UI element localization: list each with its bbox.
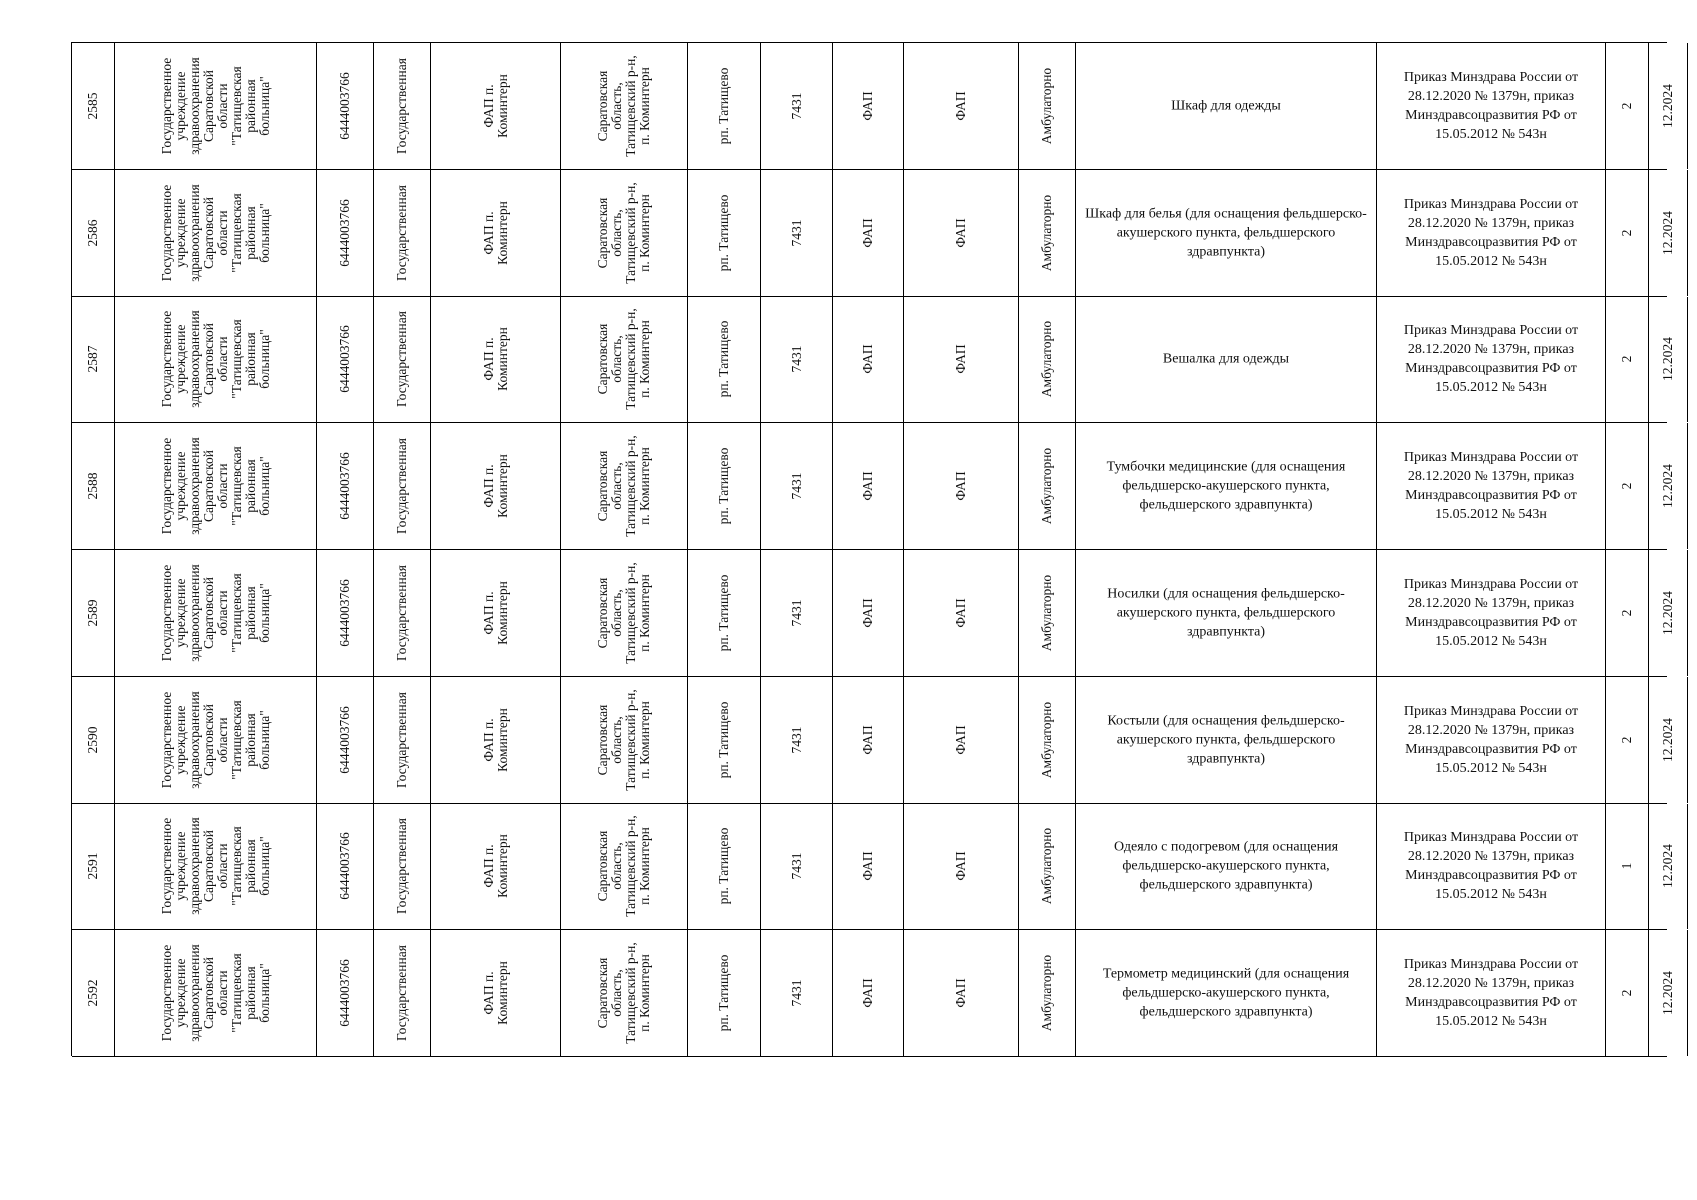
cell-locality [688, 930, 761, 1056]
cell-qty [1606, 43, 1649, 169]
cell-type2 [904, 170, 1019, 296]
cell-order [1377, 43, 1606, 169]
cell-inn [317, 804, 374, 930]
locality-text: рп. Татищево [716, 701, 731, 779]
ownership-text: Государственная [394, 311, 409, 408]
unit-text: ФАП п. Коминтерн [480, 961, 510, 1025]
cell-code [761, 804, 833, 930]
order-text: Приказ Минздрава России от 28.12.2020 № 1379н, приказ Минздравсоцразвития РФ от 15.05.2012 № 543н [1403, 703, 1579, 776]
cell-address [561, 423, 688, 549]
cell-num [72, 170, 115, 296]
cell-address [561, 170, 688, 296]
equipment-text: Вешалка для одежды [1162, 351, 1290, 367]
inn-text: 6444003766 [337, 198, 352, 267]
code-text: 7431 [788, 345, 804, 373]
cell-unit [431, 297, 561, 423]
type2-text: ФАП [953, 598, 968, 628]
care-text: Амбулаторно [1039, 701, 1054, 778]
care-text: Амбулаторно [1039, 954, 1054, 1032]
unit-text: ФАП п. Коминтерн [480, 707, 510, 772]
cell-org [115, 423, 317, 549]
care-text: Амбулаторно [1039, 321, 1054, 398]
ownership-text: Государственная [394, 57, 409, 154]
code-text: 7431 [788, 92, 804, 120]
cell-order [1377, 297, 1606, 423]
org-text: Государственное учреждение здравоохранения Саратовской области "Татищевская районная больница" [158, 437, 272, 535]
cell-inn [317, 423, 374, 549]
org-text: Государственное учреждение здравоохранения Саратовской области "Татищевская районная больница" [158, 817, 272, 916]
table-row [72, 43, 1675, 170]
code-text: 7431 [788, 726, 804, 754]
cell-type1 [833, 170, 904, 296]
locality-text: рп. Татищево [716, 827, 731, 905]
order-text: Приказ Минздрава России от 28.12.2020 № 1379н, приказ Минздравсоцразвития РФ от 15.05.2012 № 543н [1403, 196, 1579, 269]
order-text: Приказ Минздрава России от 28.12.2020 № 1379н, приказ Минздравсоцразвития РФ от 15.05.2012 № 543н [1403, 957, 1579, 1030]
qty-text: 2 [1619, 482, 1634, 490]
cell-qty [1606, 930, 1649, 1056]
table-row [72, 297, 1675, 424]
care-text: Амбулаторно [1039, 194, 1054, 271]
locality-text: рп. Татищево [716, 447, 731, 525]
cell-type2 [904, 804, 1019, 930]
cell-num [72, 43, 115, 169]
equipment-text: Шкаф для белья (для оснащения фельдшерско-акушерского пункта, фельдшерского здравпункта) [1085, 206, 1367, 260]
inn-text: 6444003766 [337, 959, 352, 1027]
cell-qty [1606, 677, 1649, 803]
date-text: 12.2024 [1660, 210, 1675, 255]
cell-type2 [904, 677, 1019, 803]
cell-locality [688, 297, 761, 423]
qty-text: 2 [1619, 229, 1634, 236]
address-text: Саратовская область, Татищевский р-н, п. Коминтерн [595, 688, 652, 791]
cell-ownership [374, 677, 431, 803]
cell-inn [317, 550, 374, 676]
code-text: 7431 [788, 599, 804, 627]
cell-equipment [1076, 297, 1377, 423]
cell-type1 [833, 43, 904, 169]
cell-qty [1606, 550, 1649, 676]
cell-type2 [904, 550, 1019, 676]
inn-text: 6444003766 [337, 705, 352, 774]
cell-care [1019, 43, 1076, 169]
cell-date [1649, 804, 1688, 930]
cell-order [1377, 677, 1606, 803]
org-text: Государственное учреждение здравоохранения Саратовской области "Татищевская районная больница" [158, 57, 272, 155]
type1-text: ФАП [860, 851, 875, 882]
cell-care [1019, 804, 1076, 930]
cell-date [1649, 550, 1688, 676]
date-text: 12.2024 [1660, 717, 1675, 762]
code-text: 7431 [788, 219, 804, 247]
cell-address [561, 43, 688, 169]
cell-ownership [374, 43, 431, 169]
date-text: 12.2024 [1660, 337, 1675, 382]
cell-org [115, 677, 317, 803]
num-text: 2592 [85, 979, 100, 1007]
cell-org [115, 43, 317, 169]
cell-num [72, 930, 115, 1056]
unit-text: ФАП п. Коминтерн [480, 200, 510, 265]
address-text: Саратовская область, Татищевский р-н, п. Коминтерн [595, 942, 652, 1044]
cell-order [1377, 804, 1606, 930]
cell-locality [688, 804, 761, 930]
cell-code [761, 170, 833, 296]
equipment-table [71, 42, 1675, 1056]
cell-qty [1606, 423, 1649, 549]
cell-date [1649, 170, 1688, 296]
cell-care [1019, 423, 1076, 549]
org-text: Государственное учреждение здравоохранения Саратовской области "Татищевская районная больница" [158, 310, 272, 409]
care-text: Амбулаторно [1039, 67, 1054, 145]
table-row [72, 677, 1675, 804]
cell-unit [431, 43, 561, 169]
inn-text: 6444003766 [337, 72, 352, 140]
cell-num [72, 804, 115, 930]
qty-text: 2 [1619, 989, 1634, 997]
org-text: Государственное учреждение здравоохранения Саратовской области "Татищевская районная больница" [158, 944, 272, 1042]
cell-ownership [374, 170, 431, 296]
cell-unit [431, 423, 561, 549]
cell-qty [1606, 297, 1649, 423]
care-text: Амбулаторно [1039, 828, 1054, 905]
equipment-text: Тумбочки медицинские (для оснащения фельдшерско-акушерского пункта, фельдшерского здравпункта) [1106, 459, 1346, 513]
type2-text: ФАП [953, 471, 968, 501]
cell-ownership [374, 297, 431, 423]
cell-equipment [1076, 930, 1377, 1056]
cell-date [1649, 930, 1688, 1056]
num-text: 2590 [85, 726, 100, 754]
type1-text: ФАП [860, 217, 875, 248]
table-row [72, 550, 1675, 677]
cell-code [761, 550, 833, 676]
cell-inn [317, 43, 374, 169]
unit-text: ФАП п. Коминтерн [480, 834, 510, 899]
cell-type1 [833, 423, 904, 549]
cell-type1 [833, 930, 904, 1056]
address-text: Саратовская область, Татищевский р-н, п. Коминтерн [595, 181, 652, 284]
cell-date [1649, 43, 1688, 169]
type1-text: ФАП [860, 471, 875, 501]
cell-locality [688, 423, 761, 549]
inn-text: 6444003766 [337, 832, 352, 901]
type2-text: ФАП [953, 978, 968, 1008]
order-text: Приказ Минздрава России от 28.12.2020 № 1379н, приказ Минздравсоцразвития РФ от 15.05.2012 № 543н [1403, 830, 1579, 903]
cell-equipment [1076, 170, 1377, 296]
cell-date [1649, 423, 1688, 549]
cell-care [1019, 297, 1076, 423]
cell-inn [317, 930, 374, 1056]
equipment-text: Одеяло с подогревом (для оснащения фельдшерско-акушерского пункта, фельдшерского здравпункта) [1113, 839, 1339, 893]
locality-text: рп. Татищево [716, 574, 731, 652]
cell-org [115, 550, 317, 676]
cell-type1 [833, 550, 904, 676]
cell-equipment [1076, 804, 1377, 930]
cell-address [561, 550, 688, 676]
cell-num [72, 423, 115, 549]
cell-unit [431, 170, 561, 296]
num-text: 2591 [85, 852, 100, 880]
cell-org [115, 930, 317, 1056]
date-text: 12.2024 [1660, 83, 1675, 128]
cell-ownership [374, 804, 431, 930]
cell-date [1649, 297, 1688, 423]
date-text: 12.2024 [1660, 464, 1675, 509]
qty-text: 2 [1619, 736, 1634, 743]
cell-ownership [374, 550, 431, 676]
cell-org [115, 170, 317, 296]
cell-inn [317, 170, 374, 296]
code-text: 7431 [788, 852, 804, 880]
ownership-text: Государственная [394, 691, 409, 788]
cell-type2 [904, 43, 1019, 169]
equipment-text: Термометр медицинский (для оснащения фельдшерско-акушерского пункта, фельдшерского здравпункта) [1102, 966, 1350, 1020]
cell-type2 [904, 297, 1019, 423]
cell-code [761, 677, 833, 803]
cell-order [1377, 170, 1606, 296]
care-text: Амбулаторно [1039, 574, 1054, 652]
qty-text: 1 [1619, 863, 1634, 870]
qty-text: 2 [1619, 609, 1634, 617]
cell-order [1377, 423, 1606, 549]
ownership-text: Государственная [394, 945, 409, 1042]
table-row [72, 930, 1675, 1057]
cell-inn [317, 677, 374, 803]
ownership-text: Государственная [394, 564, 409, 661]
unit-text: ФАП п. Коминтерн [480, 454, 510, 518]
type1-text: ФАП [860, 91, 875, 121]
org-text: Государственное учреждение здравоохранения Саратовской области "Татищевская районная больница" [158, 564, 272, 662]
unit-text: ФАП п. Коминтерн [480, 581, 510, 645]
locality-text: рп. Татищево [716, 194, 731, 272]
inn-text: 6444003766 [337, 579, 352, 647]
cell-order [1377, 930, 1606, 1056]
cell-care [1019, 550, 1076, 676]
equipment-text: Шкаф для одежды [1171, 98, 1281, 114]
cell-locality [688, 677, 761, 803]
date-text: 12.2024 [1660, 590, 1675, 635]
cell-org [115, 804, 317, 930]
address-text: Саратовская область, Татищевский р-н, п. Коминтерн [595, 435, 652, 537]
order-text: Приказ Минздрава России от 28.12.2020 № 1379н, приказ Минздравсоцразвития РФ от 15.05.2012 № 543н [1403, 69, 1579, 142]
cell-code [761, 930, 833, 1056]
cell-org [115, 297, 317, 423]
address-text: Саратовская область, Татищевский р-н, п. Коминтерн [595, 562, 652, 664]
type2-text: ФАП [953, 724, 968, 755]
org-text: Государственное учреждение здравоохранения Саратовской области "Татищевская районная больница" [158, 183, 272, 282]
address-text: Саратовская область, Татищевский р-н, п. Коминтерн [595, 55, 652, 157]
ownership-text: Государственная [394, 818, 409, 915]
table-row [72, 170, 1675, 297]
num-text: 2585 [85, 92, 100, 120]
table-row [72, 804, 1675, 931]
qty-text: 2 [1619, 356, 1634, 363]
address-text: Саратовская область, Татищевский р-н, п. Коминтерн [595, 308, 652, 411]
equipment-text: Носилки (для оснащения фельдшерско-акушерского пункта, фельдшерского здравпункта) [1107, 586, 1345, 640]
cell-care [1019, 170, 1076, 296]
cell-type2 [904, 930, 1019, 1056]
cell-type1 [833, 297, 904, 423]
cell-locality [688, 550, 761, 676]
locality-text: рп. Татищево [716, 954, 731, 1032]
cell-equipment [1076, 550, 1377, 676]
care-text: Амбулаторно [1039, 447, 1054, 525]
cell-code [761, 297, 833, 423]
cell-date [1649, 677, 1688, 803]
cell-ownership [374, 930, 431, 1056]
cell-address [561, 930, 688, 1056]
equipment-text: Костыли (для оснащения фельдшерско-акушерского пункта, фельдшерского здравпункта) [1107, 713, 1345, 767]
ownership-text: Государственная [394, 438, 409, 535]
cell-locality [688, 170, 761, 296]
cell-num [72, 677, 115, 803]
date-text: 12.2024 [1660, 844, 1675, 889]
type2-text: ФАП [953, 91, 968, 121]
locality-text: рп. Татищево [716, 67, 731, 145]
cell-unit [431, 804, 561, 930]
cell-address [561, 677, 688, 803]
cell-qty [1606, 804, 1649, 930]
type1-text: ФАП [860, 598, 875, 628]
cell-type1 [833, 677, 904, 803]
cell-inn [317, 297, 374, 423]
date-text: 12.2024 [1660, 971, 1675, 1016]
num-text: 2586 [85, 219, 100, 247]
type2-text: ФАП [953, 344, 968, 375]
cell-qty [1606, 170, 1649, 296]
order-text: Приказ Минздрава России от 28.12.2020 № 1379н, приказ Минздравсоцразвития РФ от 15.05.2012 № 543н [1403, 323, 1579, 396]
unit-text: ФАП п. Коминтерн [480, 327, 510, 392]
type2-text: ФАП [953, 217, 968, 248]
cell-address [561, 297, 688, 423]
cell-type2 [904, 423, 1019, 549]
type1-text: ФАП [860, 344, 875, 375]
type1-text: ФАП [860, 978, 875, 1008]
cell-equipment [1076, 423, 1377, 549]
code-text: 7431 [788, 979, 804, 1007]
unit-text: ФАП п. Коминтерн [480, 74, 510, 138]
cell-code [761, 43, 833, 169]
order-text: Приказ Минздрава России от 28.12.2020 № 1379н, приказ Минздравсоцразвития РФ от 15.05.2012 № 543н [1403, 450, 1579, 523]
cell-num [72, 550, 115, 676]
cell-type1 [833, 804, 904, 930]
inn-text: 6444003766 [337, 452, 352, 520]
order-text: Приказ Минздрава России от 28.12.2020 № 1379н, приказ Минздравсоцразвития РФ от 15.05.2012 № 543н [1403, 576, 1579, 649]
num-text: 2588 [85, 472, 100, 500]
num-text: 2587 [85, 345, 100, 373]
locality-text: рп. Татищево [716, 320, 731, 398]
cell-equipment [1076, 43, 1377, 169]
cell-address [561, 804, 688, 930]
table-row [72, 423, 1675, 550]
cell-care [1019, 677, 1076, 803]
cell-equipment [1076, 677, 1377, 803]
cell-code [761, 423, 833, 549]
org-text: Государственное учреждение здравоохранения Саратовской области "Татищевская районная больница" [158, 690, 272, 789]
cell-ownership [374, 423, 431, 549]
num-text: 2589 [85, 599, 100, 627]
address-text: Саратовская область, Татищевский р-н, п. Коминтерн [595, 815, 652, 918]
cell-unit [431, 550, 561, 676]
inn-text: 6444003766 [337, 325, 352, 394]
cell-order [1377, 550, 1606, 676]
cell-num [72, 297, 115, 423]
qty-text: 2 [1619, 102, 1634, 110]
cell-locality [688, 43, 761, 169]
cell-care [1019, 930, 1076, 1056]
code-text: 7431 [788, 472, 804, 500]
cell-unit [431, 930, 561, 1056]
type1-text: ФАП [860, 724, 875, 755]
ownership-text: Государственная [394, 184, 409, 281]
type2-text: ФАП [953, 851, 968, 882]
cell-unit [431, 677, 561, 803]
